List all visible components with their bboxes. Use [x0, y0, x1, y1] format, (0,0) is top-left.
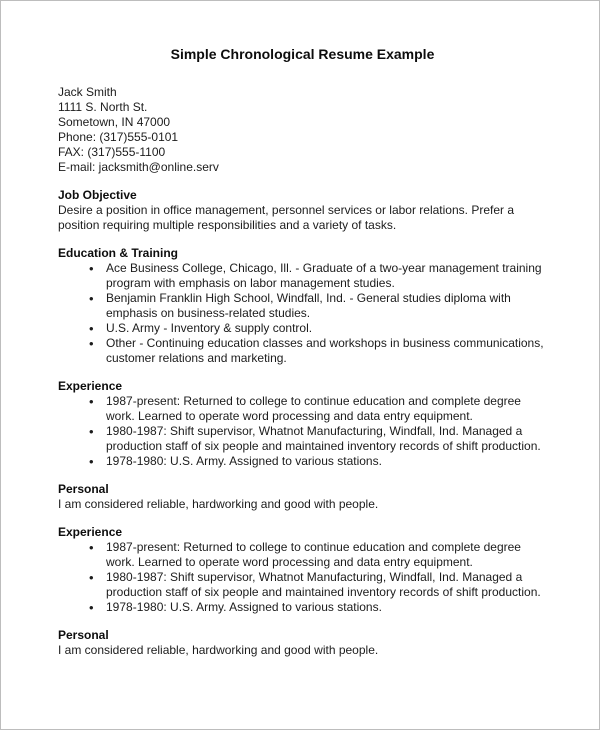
bullet-item: • 1980-1987: Shift supervisor, Whatnot Manufacturing, Windfall, Ind. Managed a production staff of six people and maintained inventory records of shift production.	[58, 424, 547, 454]
bullet-item: • Benjamin Franklin High School, Windfall, Ind. - General studies diploma with emphasis on business-related studies.	[58, 291, 547, 321]
bullet-item: • 1978-1980: U.S. Army. Assigned to various stations.	[58, 454, 547, 469]
section-job-objective	[58, 188, 547, 233]
section-experience	[58, 379, 547, 469]
contact-fax: FAX: (317)555-1100	[58, 145, 166, 159]
bullet-item: • Other - Continuing education classes and workshops in business communications, customer relations and marketing.	[58, 336, 547, 366]
section-paragraph: I am considered reliable, hardworking and good with people.	[58, 497, 379, 511]
contact-block	[58, 85, 547, 175]
section-heading: Experience	[58, 379, 123, 393]
section-paragraph: I am considered reliable, hardworking and good with people.	[58, 643, 379, 657]
bullet-item: • Ace Business College, Chicago, Ill. - Graduate of a two-year management training program with emphasis on labor management studies.	[58, 261, 547, 291]
contact-name: Jack Smith	[58, 85, 117, 99]
bullet-item: • 1987-present: Returned to college to continue education and complete degree work. Learned to operate word processing and data entry equipment.	[58, 394, 547, 424]
section-personal-repeat	[58, 628, 547, 658]
bullet-item: • 1987-present: Returned to college to continue education and complete degree work. Learned to operate word processing and data entry equipment.	[58, 540, 547, 570]
contact-email: E-mail: jacksmith@online.serv	[58, 160, 219, 174]
section-heading: Experience	[58, 525, 123, 539]
bullet-list	[58, 394, 547, 469]
bullet-item: • 1980-1987: Shift supervisor, Whatnot Manufacturing, Windfall, Ind. Managed a production staff of six people and maintained inventory records of shift production.	[58, 570, 547, 600]
bullet-list	[58, 540, 547, 615]
bullet-item: • 1978-1980: U.S. Army. Assigned to various stations.	[58, 600, 547, 615]
contact-street: 1111 S. North St.	[58, 100, 148, 114]
contact-phone: Phone: (317)555-0101	[58, 130, 179, 144]
bullet-item: • U.S. Army - Inventory & supply control.	[58, 321, 547, 336]
contact-city-state-zip: Sometown, IN 47000	[58, 115, 171, 129]
section-heading: Personal	[58, 482, 109, 496]
section-experience-repeat	[58, 525, 547, 615]
section-education-training	[58, 246, 547, 366]
section-heading: Personal	[58, 628, 109, 642]
section-personal	[58, 482, 547, 512]
bullet-list	[58, 261, 547, 366]
document-title: Simple Chronological Resume Example	[170, 46, 435, 62]
section-heading: Job Objective	[58, 188, 137, 202]
section-heading: Education & Training	[58, 246, 179, 260]
section-paragraph: Desire a position in office management, personnel services or labor relations. Prefer a position requiring multiple responsibilities and a variety of tasks.	[58, 203, 515, 232]
